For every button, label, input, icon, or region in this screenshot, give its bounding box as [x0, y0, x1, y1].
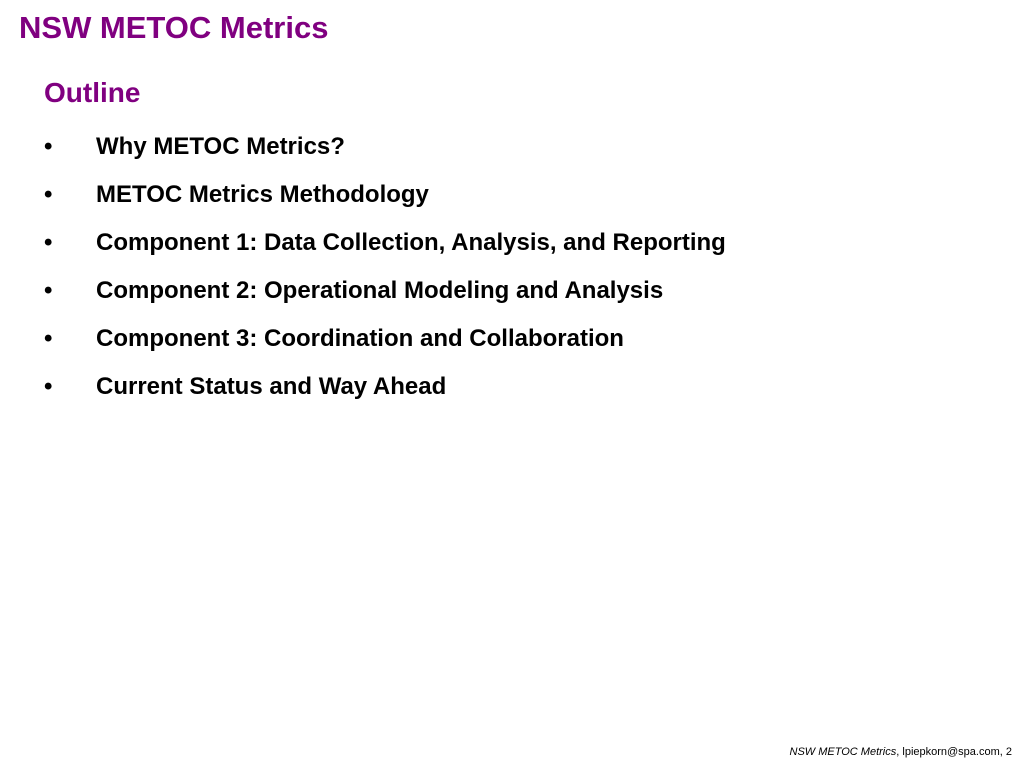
bullet-icon: •	[44, 325, 53, 352]
section-heading: Outline	[44, 77, 141, 108]
bullet-icon: •	[44, 181, 53, 208]
bullet-text: Current Status and Way Ahead	[96, 373, 447, 400]
list-item	[44, 274, 726, 322]
footer-text: , lpiepkorn@spa.com, 2	[896, 746, 1012, 758]
bullet-icon: •	[44, 277, 53, 304]
list-item	[44, 322, 726, 370]
bullet-text: METOC Metrics Methodology	[96, 181, 429, 208]
bullet-list	[44, 130, 726, 418]
bullet-text: Component 1: Data Collection, Analysis, and Reporting	[96, 229, 726, 256]
list-item	[44, 226, 726, 274]
list-item	[44, 178, 726, 226]
bullet-icon: •	[44, 133, 53, 160]
bullet-icon: •	[44, 229, 53, 256]
bullet-icon: •	[44, 373, 53, 400]
footer-title: NSW METOC Metrics	[789, 746, 897, 758]
list-item	[44, 370, 726, 418]
bullet-text: Component 3: Coordination and Collaboration	[96, 325, 624, 352]
slide-title: NSW METOC Metrics	[19, 10, 329, 45]
bullet-text: Why METOC Metrics?	[96, 133, 345, 160]
list-item	[44, 130, 726, 178]
slide-footer	[790, 746, 1012, 758]
bullet-text: Component 2: Operational Modeling and Analysis	[96, 277, 664, 304]
